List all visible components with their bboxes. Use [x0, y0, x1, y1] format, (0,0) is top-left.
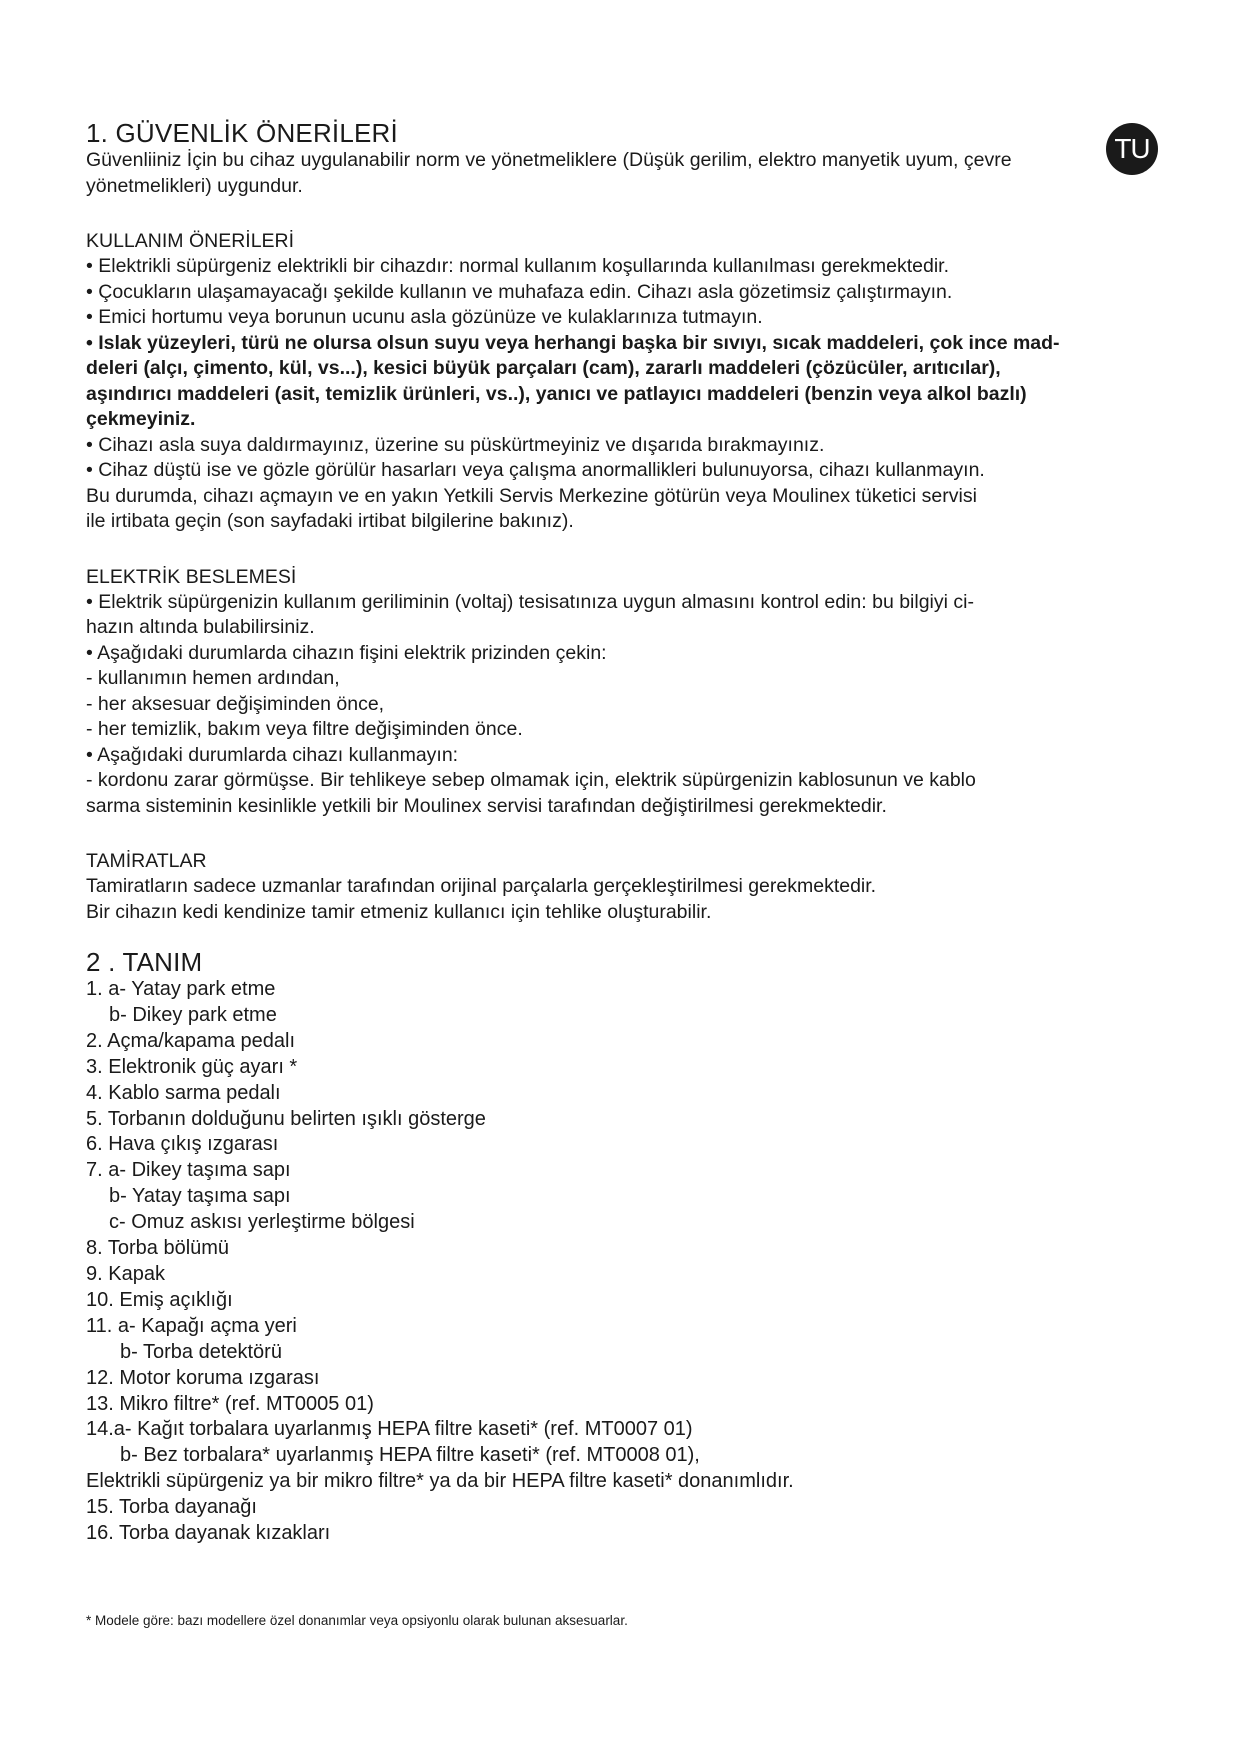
list-item: Elektrikli süpürgeniz ya bir mikro filtre* ya da bir HEPA filtre kaseti* donanımlıdır.	[86, 1470, 794, 1493]
list-item: 8. Torba bölümü	[86, 1237, 230, 1260]
document-page	[86, 118, 1156, 1547]
list-item: 14.a- Kağıt torbalara uyarlanmış HEPA filtre kaseti* (ref. MT0007 01)	[86, 1418, 693, 1441]
usage-warning-line: deleri (alçı, çimento, kül, vs...), kesici büyük parçaları (cam), zararlı maddeleri (çözücüler, arıtıcılar),	[86, 357, 1001, 379]
list-item: 7. a- Dikey taşıma sapı	[86, 1159, 291, 1182]
usage-line: • Cihaz düştü ise ve gözle görülür hasarları veya çalışma anormallikleri bulunuyorsa, cihazı kullanmayın.	[86, 459, 985, 481]
usage-line: ile irtibata geçin (son sayfadaki irtibat bilgilerine bakınız).	[86, 510, 574, 532]
footnote: * Modele göre: bazı modellere özel donanımlar veya opsiyonlu olarak bulunan aksesuarlar.	[86, 1613, 628, 1628]
power-line: - kordonu zarar görmüşse. Bir tehlikeye sebep olmamak için, elektrik süpürgenizin kablosunun ve kablo	[86, 769, 976, 791]
power-line: - kullanımın hemen ardından,	[86, 667, 340, 689]
usage-line: • Çocukların ulaşamayacağı şekilde kullanın ve muhafaza edin. Cihazı asla gözetimsiz çalıştırmayın.	[86, 280, 953, 303]
usage-warning-line: aşındırıcı maddeleri (asit, temizlik ürünleri, vs..), yanıcı ve patlayıcı maddeleri (benzin veya alkol bazlı)	[86, 382, 1027, 405]
repairs-line: Bir cihazın kedi kendinize tamir etmeniz kullanıcı için tehlike oluşturabilir.	[86, 900, 712, 923]
list-item: 13. Mikro filtre* (ref. MT0005 01)	[86, 1392, 374, 1415]
list-item: 10. Emiş açıklığı	[86, 1288, 233, 1311]
list-item: b- Bez torbalara* uyarlanmış HEPA filtre kaseti* (ref. MT0008 01),	[120, 1444, 700, 1467]
list-item: 5. Torbanın dolduğunu belirten ışıklı gösterge	[86, 1107, 486, 1130]
power-line: • Aşağıdaki durumlarda cihazı kullanmayın:	[86, 743, 459, 766]
list-item: c- Omuz askısı yerleştirme bölgesi	[109, 1211, 415, 1234]
subsection-title-repairs: TAMİRATLAR	[86, 850, 207, 872]
power-line: sarma sisteminin kesinlikle yetkili bir Moulinex servisi tarafından değiştirilmesi gerekmektedir.	[86, 794, 887, 817]
list-item: b- Torba detektörü	[120, 1340, 282, 1363]
repairs-line: Tamiratların sadece uzmanlar tarafından orijinal parçalarla gerçekleştirilmesi gerekmektedir.	[86, 875, 877, 897]
list-item: 11. a- Kapağı açma yeri	[86, 1314, 297, 1337]
list-item: 2. Açma/kapama pedalı	[86, 1029, 296, 1052]
usage-line: • Elektrikli süpürgeniz elektrikli bir cihazdır: normal kullanım koşullarında kullanılması gerekmektedir.	[86, 255, 949, 277]
usage-warning-line: • Islak yüzeyleri, türü ne olursa olsun suyu veya herhangi başka bir sıvıyı, sıcak maddeleri, çok ince mad-	[86, 331, 1060, 354]
usage-warning-line: çekmeyiniz.	[86, 408, 196, 430]
list-item: b- Yatay taşıma sapı	[109, 1185, 291, 1208]
list-item: 15. Torba dayanağı	[86, 1496, 257, 1519]
list-item: 4. Kablo sarma pedalı	[86, 1081, 281, 1104]
power-line: • Elektrik süpürgenizin kullanım geriliminin (voltaj) tesisatınıza uygun almasını kontrol edin: bu bilgiyi ci-	[86, 590, 974, 613]
list-item: 12. Motor koruma ızgarası	[86, 1366, 320, 1389]
usage-line: • Emici hortumu veya borunun ucunu asla gözünüze ve kulaklarınıza tutmayın.	[86, 306, 763, 328]
list-item: 6. Hava çıkış ızgarası	[86, 1133, 279, 1156]
section-title-description: 2 . TANIM	[86, 947, 203, 977]
subsection-title-power: ELEKTRİK BESLEMESİ	[86, 565, 297, 588]
list-item: 16. Torba dayanak kızakları	[86, 1522, 331, 1545]
power-line: • Aşağıdaki durumlarda cihazın fişini elektrik prizinden çekin:	[86, 641, 607, 664]
usage-line: Bu durumda, cihazı açmayın ve en yakın Yetkili Servis Merkezine götürün veya Moulinex tüketici servisi	[86, 484, 977, 507]
list-item: 9. Kapak	[86, 1262, 165, 1285]
list-item: 3. Elektronik güç ayarı *	[86, 1055, 298, 1078]
list-item: 1. a- Yatay park etme	[86, 978, 276, 1000]
subsection-title-usage: KULLANIM ÖNERİLERİ	[86, 230, 295, 252]
power-line: - her temizlik, bakım veya filtre değişiminden önce.	[86, 718, 523, 740]
power-line: - her aksesuar değişiminden önce,	[86, 692, 385, 715]
section-title-safety: 1. GÜVENLİK ÖNERİLERİ	[86, 118, 398, 148]
usage-line: • Cihazı asla suya daldırmayınız, üzerine su püskürtmeyiniz ve dışarıda bırakmayınız.	[86, 433, 825, 456]
list-item: b- Dikey park etme	[109, 1003, 277, 1026]
safety-intro: Güvenliiniz İçin bu cihaz uygulanabilir norm ve yönetmeliklere (Düşük gerilim, elektro manyetik uyum, çevre yönetmelikleri) uygundur.	[86, 149, 1012, 197]
language-badge: TU	[1106, 123, 1158, 175]
power-line: hazın altında bulabilirsiniz.	[86, 616, 315, 638]
